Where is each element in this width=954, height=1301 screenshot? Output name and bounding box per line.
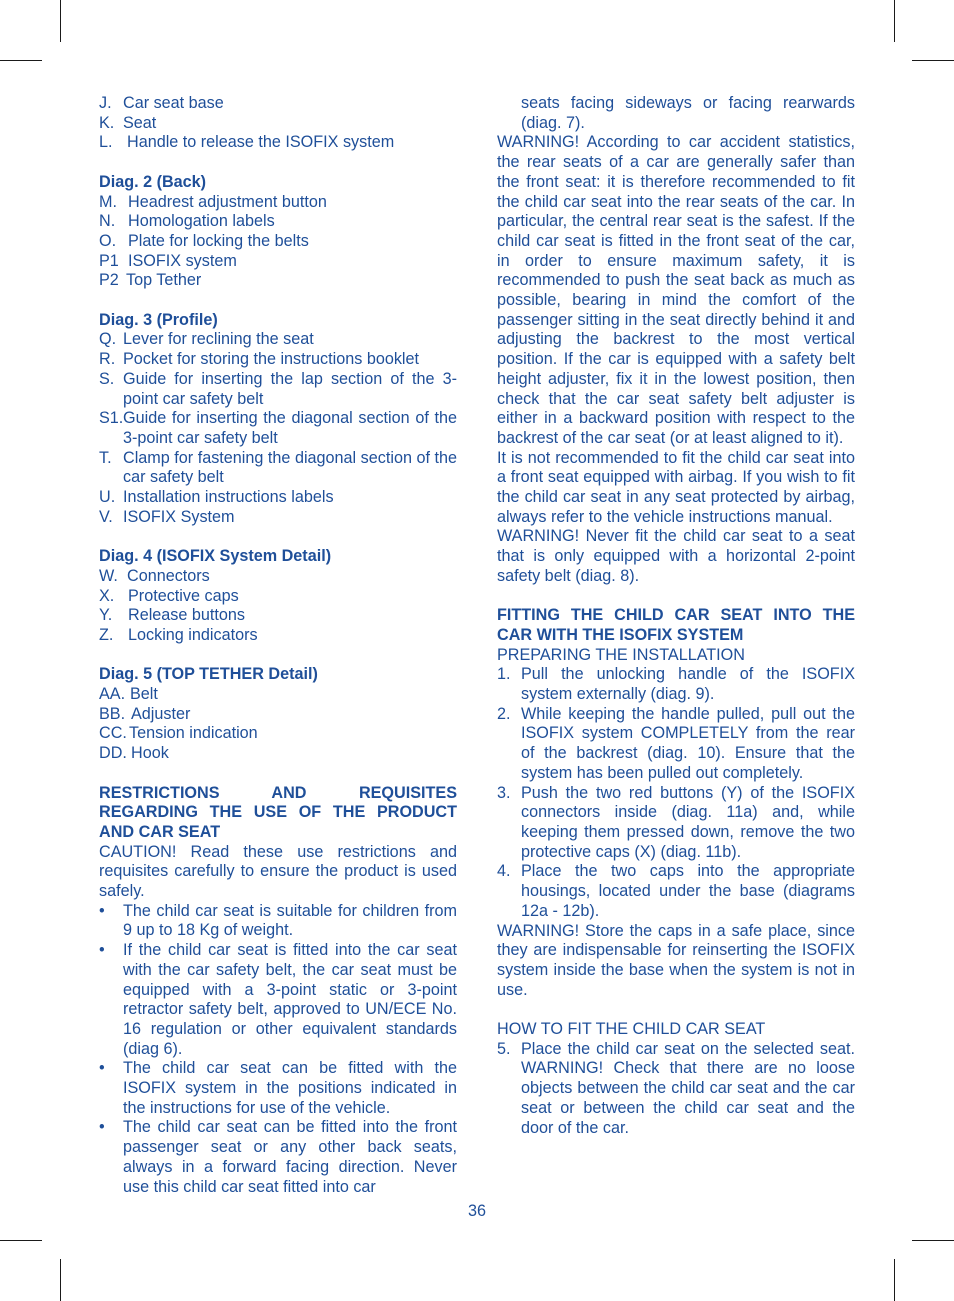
bullet: • <box>99 1059 105 1078</box>
list-item: M. Headrest adjustment button <box>99 192 327 211</box>
list-item: W. Connectors <box>99 566 210 585</box>
section-heading: FITTING THE CHILD CAR SEAT INTO THE CAR WITH THE ISOFIX SYSTEM <box>497 606 855 644</box>
list-item: N. Homologation labels <box>99 212 275 231</box>
list-item: P2 Top Tether <box>99 271 202 290</box>
crop-mark <box>912 1240 954 1241</box>
list-item: T. Clamp for fastening the diagonal section of the car safety belt <box>99 448 457 487</box>
list-item: Q. Lever for reclining the seat <box>99 330 314 349</box>
list-item: L. Handle to release the ISOFIX system <box>99 133 395 152</box>
list-item: V. ISOFIX System <box>99 507 235 526</box>
list-item: 3. Push the two red buttons (Y) of the ISOFIX connectors inside (diag. 11a) and, while keeping them pressed down, remove the two protective caps (X) (diag. 11b). <box>497 783 855 861</box>
list-item: • The child car seat can be fitted with the ISOFIX system in the positions indicated in the instructions for use of the vehicle. <box>99 1059 457 1117</box>
list-item: DD. Hook <box>99 744 169 763</box>
left-column <box>99 94 457 1197</box>
section-heading: RESTRICTIONS AND REQUISITES REGARDING THE USE OF THE PRODUCT AND CAR SEAT <box>99 783 457 841</box>
warning-paragraph: WARNING! According to car accident statistics, the rear seats of a car are generally safer than the front seat: it is therefore recommended to fit the child car seat into the rear seats of the car. In particular, the central rear seat is the safest. If the child car seat is fitted in the front seat of the car, in order to ensure maximum safety, it is recommended to push the seat back as much as possible, bearing in mind the comfort of the passenger sitting in the seat directly behind it and adjusting the backrest to the most vertical position. If the car is equipped with a safety belt height adjuster, fix it in the lowest position, then check that the car seat safety belt adjuster is either in a backward position with respect to the backrest of the car seat (or at least aligned to it). <box>497 133 855 447</box>
list-item: 2. While keeping the handle pulled, pull out the ISOFIX system COMPLETELY from the rear of the backrest (diag. 10). Ensure that the system has been pulled out completely. <box>497 704 855 782</box>
page-number: 36 <box>467 1202 486 1220</box>
list-item: BB. Adjuster <box>99 704 191 723</box>
subheading: HOW TO FIT THE CHILD CAR SEAT <box>497 1020 766 1039</box>
section-heading: Diag. 4 (ISOFIX System Detail) <box>99 547 332 566</box>
crop-mark <box>60 0 61 42</box>
list-item: O. Plate for locking the belts <box>99 231 309 250</box>
paragraph: seats facing sideways or facing rearwards (diag. 7). <box>521 94 855 132</box>
list-item: Z. Locking indicators <box>99 625 258 644</box>
list-item: 5. Place the child car seat on the selected seat. WARNING! Check that there are no loose objects between the child car seat and the car seat or between the child car seat and the door of the car. <box>497 1039 855 1137</box>
crop-mark <box>0 1240 42 1241</box>
list-item: Y. Release buttons <box>99 606 245 625</box>
bullet: • <box>99 901 105 920</box>
section-heading: Diag. 3 (Profile) <box>99 310 218 329</box>
warning-paragraph: WARNING! Store the caps in a safe place, since they are indispensable for reinserting the ISOFIX system inside the base when the system is not in use. <box>497 921 855 999</box>
subheading: PREPARING THE INSTALLATION <box>497 645 745 664</box>
list-item: K. Seat <box>99 113 157 132</box>
bullet: • <box>99 1118 105 1137</box>
list-item: • The child car seat can be fitted into the front passenger seat or any other back seats, always in a forward facing direction. Never use this child car seat fitted into car <box>99 1118 457 1196</box>
list-item: CC. Tension indication <box>99 724 258 743</box>
list-item: P1 ISOFIX system <box>99 251 237 270</box>
list-item: X. Protective caps <box>99 586 239 605</box>
list-item: 1. Pull the unlocking handle of the ISOFIX system externally (diag. 9). <box>497 665 855 704</box>
crop-mark <box>894 1259 895 1301</box>
list-item: S1. Guide for inserting the diagonal section of the 3-point car safety belt <box>99 409 457 447</box>
paragraph: CAUTION! Read these use restrictions and requisites carefully to ensure the product is used safely. <box>99 842 457 901</box>
crop-mark <box>912 60 954 61</box>
list-item: S. Guide for inserting the lap section of the 3-point car safety belt <box>99 369 457 408</box>
section-heading: Diag. 5 (TOP TETHER Detail) <box>99 665 318 684</box>
paragraph: It is not recommended to fit the child car seat into a front seat equipped with airbag. If you wish to fit the child car seat in any seat protected by airbag, always refer to the vehicle instructions manual. <box>497 448 855 526</box>
list-item: R. Pocket for storing the instructions booklet <box>99 350 420 369</box>
crop-mark <box>60 1259 61 1301</box>
list-item: • The child car seat is suitable for children from 9 up to 18 Kg of weight. <box>99 901 457 940</box>
crop-mark <box>0 60 42 61</box>
list-item: AA. Belt <box>99 685 158 704</box>
warning-paragraph: WARNING! Never fit the child car seat to a seat that is only equipped with a horizontal 2-point safety belt (diag. 8). <box>497 527 855 585</box>
list-item: • If the child car seat is fitted into the car seat with the car safety belt, the car seat must be equipped with a 3-point static or 3-point retractor safety belt, approved to UN/ECE No. 16 regulation or other equivalent standards (diag 6). <box>99 941 457 1058</box>
list-item: J. Car seat base <box>99 94 224 112</box>
list-item: U. Installation instructions labels <box>99 488 334 507</box>
right-column <box>497 94 855 1138</box>
section-heading: Diag. 2 (Back) <box>99 172 207 191</box>
bullet: • <box>99 941 105 960</box>
list-item: 4. Place the two caps into the appropriate housings, located under the base (diagrams 12a - 12b). <box>497 862 855 920</box>
crop-mark <box>894 0 895 42</box>
